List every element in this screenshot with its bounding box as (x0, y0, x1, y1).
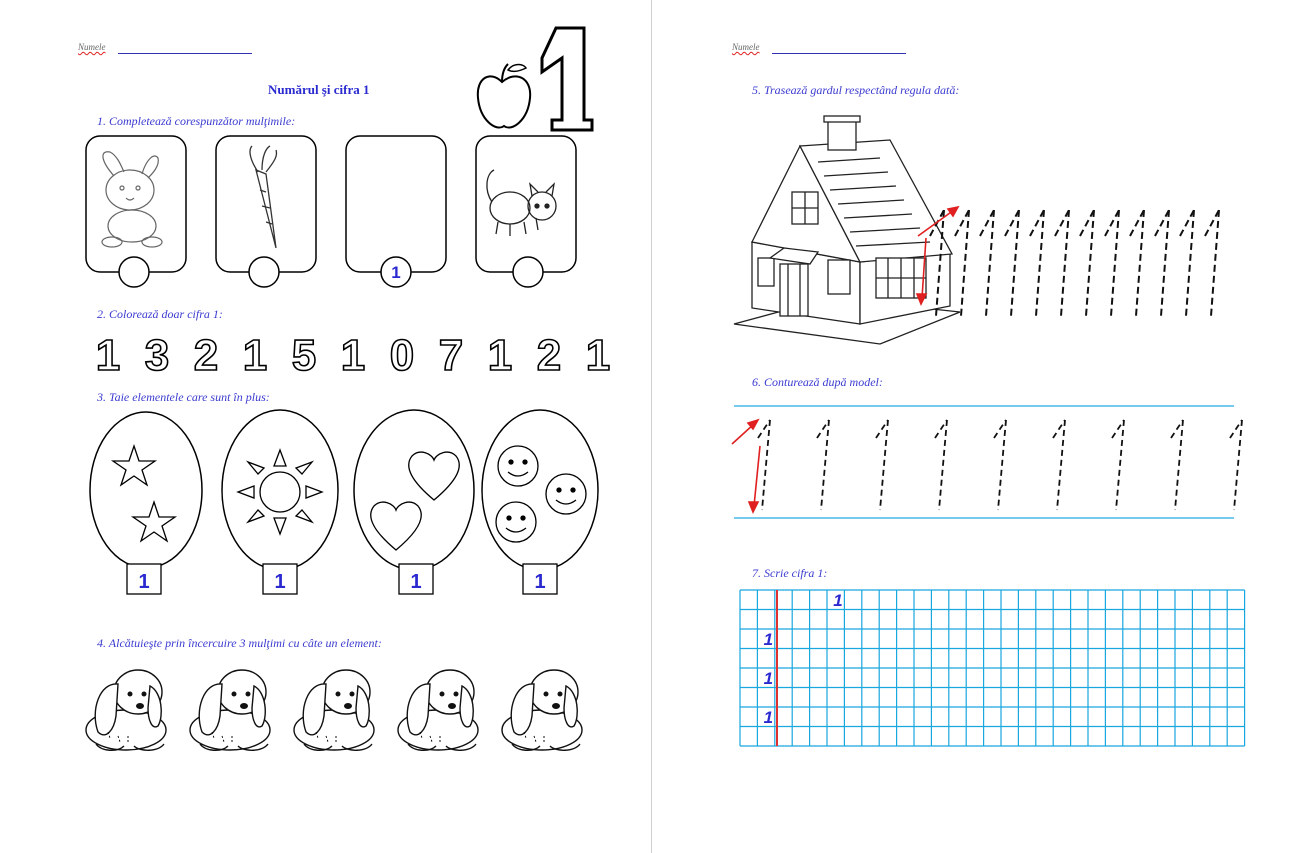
dashed-one[interactable] (817, 420, 829, 510)
set-card-carrot[interactable] (216, 136, 316, 287)
smiley-icon (546, 474, 586, 514)
oval-smileys[interactable] (482, 410, 598, 594)
smiley-icon (498, 446, 538, 486)
model-digit: 1 (763, 669, 774, 688)
fence-stroke[interactable] (1155, 210, 1169, 316)
name-label: Numele (78, 42, 106, 52)
dogs-row (78, 660, 598, 760)
direction-arrows (732, 420, 760, 512)
puppy-icon[interactable] (502, 670, 582, 750)
writing-grid[interactable] (738, 588, 1244, 750)
dashed-one[interactable] (758, 420, 770, 510)
oval-hearts[interactable] (354, 410, 474, 594)
fence-stroke[interactable] (1030, 210, 1044, 316)
outlined-digit[interactable]: 1 (340, 331, 366, 380)
worksheet-left-page (0, 0, 651, 853)
outlined-digit[interactable]: 2 (536, 331, 562, 380)
model-digit: 1 (763, 708, 774, 727)
dashed-one[interactable] (876, 420, 888, 510)
exercise-5-instruction: 5. Trasează gardul respectând regula dată: (752, 83, 960, 97)
fence-stroke[interactable] (980, 210, 994, 316)
exercise-3-instruction: 3. Taie elementele care sunt în plus: (97, 390, 270, 404)
oval-answer: 1 (410, 571, 422, 593)
oval-answer: 1 (138, 571, 150, 593)
dashed-one[interactable] (1171, 420, 1183, 510)
oval-stars[interactable] (90, 412, 202, 594)
apple-icon (478, 64, 530, 128)
dashed-ones (758, 420, 1242, 510)
fence-stroke[interactable] (1180, 210, 1194, 316)
outlined-digit[interactable]: 1 (585, 331, 611, 380)
name-label: Numele (732, 42, 760, 52)
oval-sun[interactable] (222, 410, 338, 594)
sun-icon (238, 450, 322, 534)
outlined-digit[interactable]: 7 (438, 331, 464, 380)
exercise-1-instruction: 1. Completează corespunzător mulţimile: (97, 114, 296, 128)
sets-row (80, 130, 590, 290)
outlined-digit[interactable]: 1 (487, 331, 513, 380)
outlined-digit[interactable]: 0 (389, 331, 415, 380)
oval-answer: 1 (534, 571, 546, 593)
big-number-one (542, 28, 592, 130)
puppy-icon[interactable] (398, 670, 478, 750)
digit-row (90, 328, 610, 378)
outlined-digit[interactable]: 1 (242, 331, 268, 380)
fence-stroke[interactable] (1055, 210, 1069, 316)
trace-model-area[interactable] (728, 398, 1238, 528)
dashed-one[interactable] (935, 420, 947, 510)
puppy-icon[interactable] (190, 670, 270, 750)
dashed-one[interactable] (1053, 420, 1065, 510)
exercise-4-instruction: 4. Alcătuieşte prin încercuire 3 mulţimi cu câte un element: (97, 636, 382, 650)
fence-stroke[interactable] (1205, 210, 1219, 316)
smiley-icon (496, 502, 536, 542)
exercise-6-instruction: 6. Conturează după model: (752, 375, 883, 389)
fence-tracing[interactable] (930, 210, 1219, 316)
puppy-icon[interactable] (294, 670, 374, 750)
fence-stroke[interactable] (1005, 210, 1019, 316)
set-card-rabbit[interactable] (86, 136, 186, 287)
worksheet-right-page (652, 0, 1315, 853)
fence-stroke[interactable] (955, 210, 969, 316)
set-answer: 1 (391, 263, 401, 282)
outlined-digit[interactable]: 1 (95, 331, 121, 380)
oval-answer: 1 (274, 571, 286, 593)
name-underline (772, 53, 906, 54)
model-digit: 1 (763, 630, 774, 649)
page-title: Numărul şi cifra 1 (268, 82, 370, 97)
fence-stroke[interactable] (1080, 210, 1094, 316)
dashed-one[interactable] (1112, 420, 1124, 510)
ovals-row (80, 410, 610, 600)
apple-number-illustration (470, 20, 600, 135)
puppy-icon[interactable] (86, 670, 166, 750)
outlined-digit[interactable]: 5 (291, 331, 317, 380)
exercise-2-instruction: 2. Colorează doar cifra 1: (97, 307, 223, 321)
outlined-digit[interactable]: 3 (144, 331, 170, 380)
model-digit: 1 (833, 591, 843, 610)
name-underline (118, 53, 252, 54)
fence-stroke[interactable] (1105, 210, 1119, 316)
fence-stroke[interactable] (1130, 210, 1144, 316)
dashed-one[interactable] (1230, 420, 1242, 510)
outlined-digit[interactable]: 2 (193, 331, 219, 380)
set-card-kitten[interactable] (476, 136, 576, 287)
exercise-7-instruction: 7. Scrie cifra 1: (752, 566, 828, 580)
set-card-empty[interactable] (346, 136, 446, 287)
dashed-one[interactable] (994, 420, 1006, 510)
house-fence-illustration (730, 112, 1290, 362)
